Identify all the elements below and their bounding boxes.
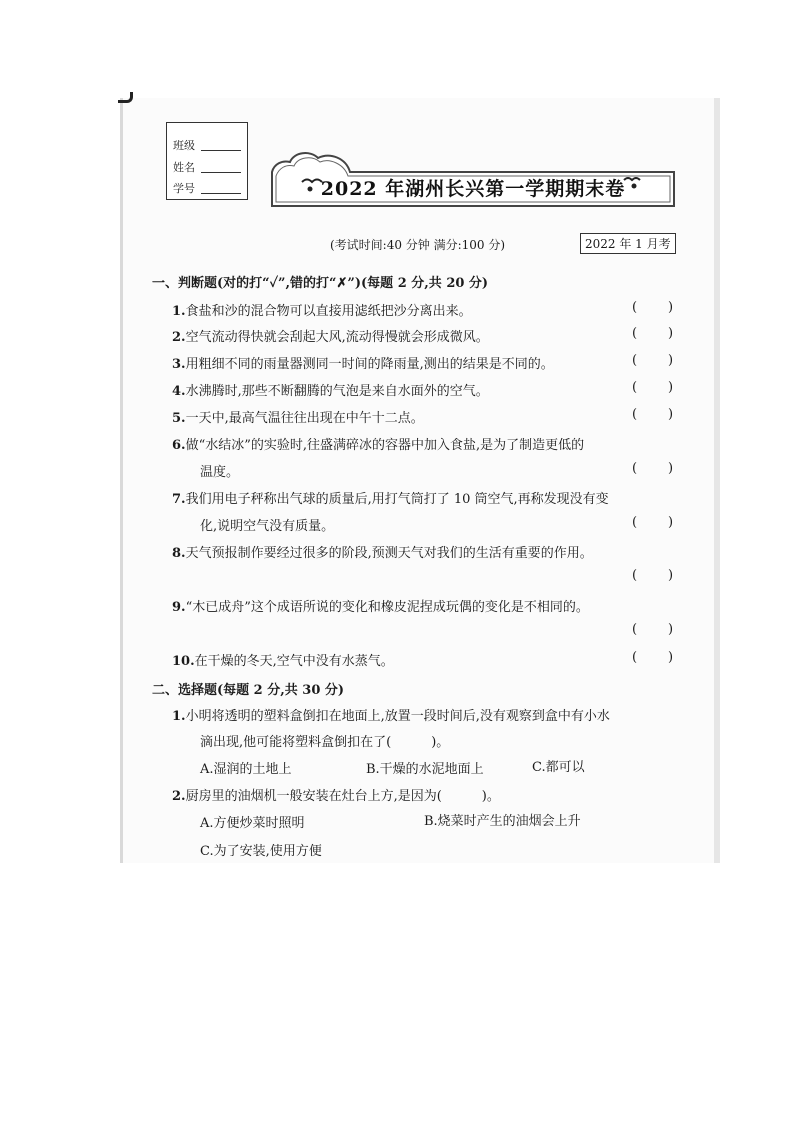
question-text: 厨房里的油烟机一般安装在灶台上方,是因为( xyxy=(185,789,442,804)
choice-question-1 xyxy=(172,705,610,724)
question-6 xyxy=(172,434,584,453)
question-number: 6. xyxy=(172,438,186,453)
question-text: 做“水结冰”的实验时,往盛满碎冰的容器中加入食盐,是为了制造更低的 xyxy=(185,438,585,453)
question-7 xyxy=(172,488,609,507)
question-9 xyxy=(172,596,589,615)
question-text: 滴出现,他可能将塑料盒倒扣在了( xyxy=(200,735,392,750)
paper-right-edge xyxy=(714,98,720,863)
bracket-open: ( xyxy=(632,326,638,341)
question-3 xyxy=(172,353,554,372)
bracket-open: ( xyxy=(632,353,638,368)
question-8 xyxy=(172,542,593,561)
option-a[interactable]: A.湿润的土地上 xyxy=(200,762,292,777)
bracket-open: ( xyxy=(632,407,638,422)
option-a[interactable]: A.方便炒菜时照明 xyxy=(200,816,305,831)
question-number: 8. xyxy=(172,546,186,561)
question-number: 2. xyxy=(172,789,186,804)
question-text: 天气预报制作要经过很多的阶段,预测天气对我们的生活有重要的作用。 xyxy=(185,546,593,561)
option-b[interactable]: B.烧菜时产生的油烟会上升 xyxy=(424,814,581,829)
id-row xyxy=(173,180,241,196)
student-info-box xyxy=(166,122,248,200)
bracket-close: ) xyxy=(668,515,674,530)
question-5 xyxy=(172,407,424,426)
choice-question-1-cont xyxy=(200,731,449,750)
question-text: 我们用电子秤称出气球的质量后,用打气筒打了 10 筒空气,再称发现没有变 xyxy=(185,492,609,507)
class-field[interactable] xyxy=(201,141,241,151)
question-number: 1. xyxy=(172,709,186,724)
question-text: 水沸腾时,那些不断翻腾的气泡是来自水面外的空气。 xyxy=(185,384,489,399)
bracket-open: ( xyxy=(632,650,638,665)
question-10 xyxy=(172,650,394,669)
bracket-close: ) xyxy=(668,407,674,422)
name-label: 姓名 xyxy=(173,161,195,174)
bracket-close: ) xyxy=(668,326,674,341)
question-text: 在干燥的冬天,空气中没有水蒸气。 xyxy=(194,654,394,669)
binding-mark xyxy=(118,92,133,103)
class-row xyxy=(173,137,241,153)
bracket-close: ) xyxy=(668,380,674,395)
question-number: 1. xyxy=(172,304,186,319)
name-field[interactable] xyxy=(201,163,241,173)
question-text: 一天中,最高气温往往出现在中午十二点。 xyxy=(185,411,424,426)
question-number: 10. xyxy=(172,654,195,669)
question-number: 4. xyxy=(172,384,186,399)
question-text: )。 xyxy=(481,789,500,804)
question-1 xyxy=(172,300,472,319)
question-number: 5. xyxy=(172,411,186,426)
bracket-open: ( xyxy=(632,515,638,530)
option-b[interactable]: B.干燥的水泥地面上 xyxy=(366,762,484,777)
name-row xyxy=(173,159,241,175)
section-1-title: 一、判断题(对的打“✓”,错的打“✗”)(每题 2 分,共 20 分) xyxy=(152,276,489,291)
title-banner xyxy=(268,148,678,210)
option-c[interactable]: C.为了安装,使用方便 xyxy=(200,844,322,859)
question-number: 9. xyxy=(172,600,186,615)
question-text: “木已成舟”这个成语所说的变化和橡皮泥捏成玩偶的变化是不相同的。 xyxy=(185,600,589,615)
exam-date-badge: 2022 年 1 月考 xyxy=(580,233,676,254)
exam-meta: (考试时间:40 分钟 满分:100 分) xyxy=(330,238,506,252)
question-7-cont: 化,说明空气没有质量。 xyxy=(200,519,335,534)
paper-left-edge xyxy=(120,98,123,863)
question-number: 7. xyxy=(172,492,186,507)
bracket-close: ) xyxy=(668,568,674,583)
question-2 xyxy=(172,326,489,345)
section-2-title: 二、选择题(每题 2 分,共 30 分) xyxy=(152,683,345,698)
bracket-open: ( xyxy=(632,622,638,637)
student-id-label: 学号 xyxy=(173,182,195,195)
bracket-close: ) xyxy=(668,353,674,368)
class-label: 班级 xyxy=(173,139,195,152)
question-text: 空气流动得快就会刮起大风,流动得慢就会形成微风。 xyxy=(185,330,489,345)
bracket-close: ) xyxy=(668,300,674,315)
bracket-open: ( xyxy=(632,568,638,583)
question-number: 3. xyxy=(172,357,186,372)
bracket-open: ( xyxy=(632,300,638,315)
question-4 xyxy=(172,380,489,399)
bracket-close: ) xyxy=(668,650,674,665)
question-6-cont: 温度。 xyxy=(200,465,240,480)
question-number: 2. xyxy=(172,330,186,345)
question-text: )。 xyxy=(431,735,450,750)
question-text: 小明将透明的塑料盒倒扣在地面上,放置一段时间后,没有观察到盒中有小水 xyxy=(185,709,610,724)
bracket-open: ( xyxy=(632,461,638,476)
choice-question-2 xyxy=(172,785,500,804)
bracket-open: ( xyxy=(632,380,638,395)
bracket-close: ) xyxy=(668,461,674,476)
question-text: 用粗细不同的雨量器测同一时间的降雨量,测出的结果是不同的。 xyxy=(185,357,554,372)
option-c[interactable]: C.都可以 xyxy=(532,760,585,775)
page-title: 2022 年湖州长兴第一学期期末卷 xyxy=(320,178,626,200)
bracket-close: ) xyxy=(668,622,674,637)
student-id-field[interactable] xyxy=(201,184,241,194)
question-text: 食盐和沙的混合物可以直接用滤纸把沙分离出来。 xyxy=(185,304,472,319)
